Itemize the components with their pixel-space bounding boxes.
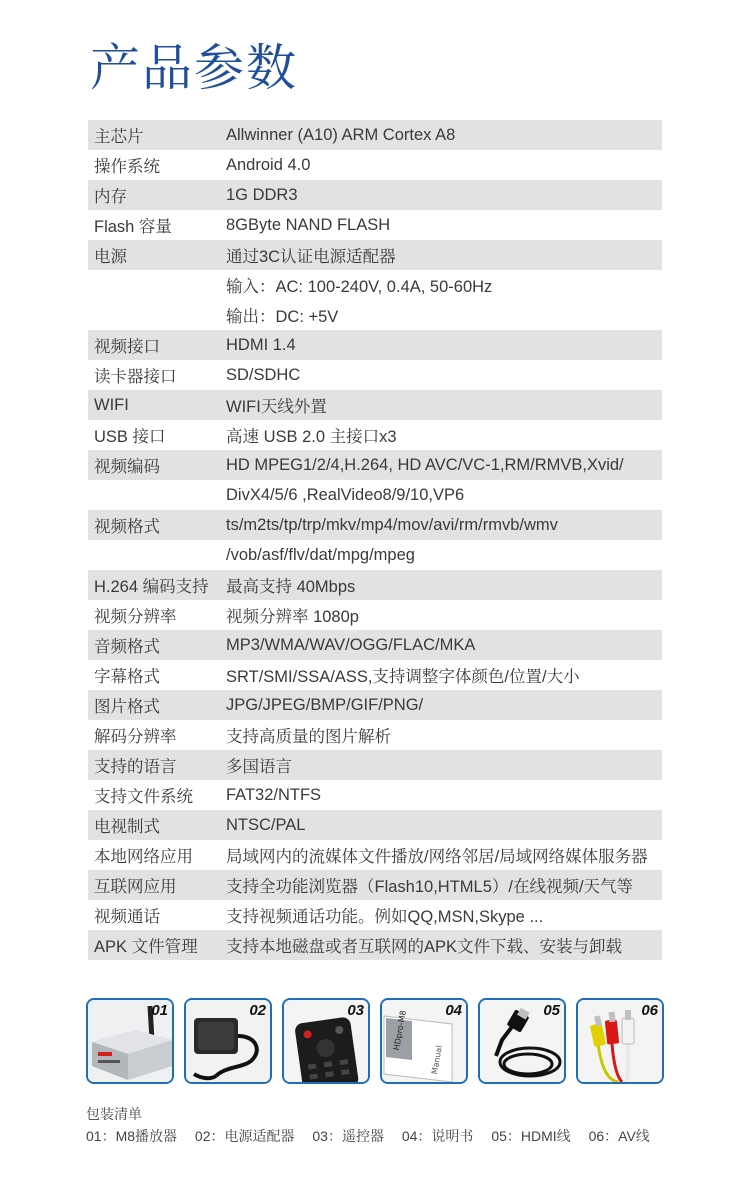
spec-value: FAT32/NTFS xyxy=(226,785,322,804)
spec-row xyxy=(88,600,662,630)
spec-row xyxy=(88,900,662,930)
spec-row xyxy=(88,300,662,330)
spec-value: /vob/asf/flv/dat/mpg/mpeg xyxy=(226,545,415,564)
spec-row xyxy=(88,480,662,510)
spec-label: APK 文件管理 xyxy=(94,938,198,956)
spec-label: 支持文件系统 xyxy=(94,788,193,806)
spec-value: 支持视频通话功能。例如QQ,MSN,Skype ... xyxy=(226,908,544,926)
spec-row xyxy=(88,930,662,960)
spec-row xyxy=(88,780,662,810)
spec-label: 音频格式 xyxy=(94,638,160,656)
package-list-item: 04：说明书 xyxy=(401,1128,474,1144)
spec-label: 图片格式 xyxy=(94,698,160,716)
spec-value: Allwinner (A10) ARM Cortex A8 xyxy=(226,125,456,144)
spec-row xyxy=(88,210,662,240)
spec-value: 支持全功能浏览器（Flash10,HTML5）/在线视频/天气等 xyxy=(226,878,634,896)
package-list-item: 02：电源适配器 xyxy=(194,1128,295,1144)
spec-label: 视频分辨率 xyxy=(94,608,177,626)
spec-label: H.264 编码支持 xyxy=(94,578,209,596)
spec-label: 视频格式 xyxy=(94,518,160,536)
spec-label: 解码分辨率 xyxy=(94,728,177,746)
spec-row xyxy=(88,390,662,420)
spec-row xyxy=(88,240,662,270)
package-number: 06 xyxy=(641,1002,658,1019)
package-number: 05 xyxy=(543,1002,560,1019)
spec-label: 视频接口 xyxy=(94,338,160,356)
package-number: 04 xyxy=(445,1002,462,1019)
spec-label: USB 接口 xyxy=(94,428,166,446)
spec-value: 输入：AC: 100-240V, 0.4A, 50-60Hz xyxy=(226,278,493,296)
spec-row xyxy=(88,690,662,720)
package-images xyxy=(86,998,664,1084)
package-list-item: 05：HDMI线 xyxy=(491,1128,571,1144)
spec-label: 读卡器接口 xyxy=(94,368,177,386)
page-title: 产品参数 xyxy=(90,39,298,97)
spec-row xyxy=(88,330,662,360)
spec-value: 输出：DC: +5V xyxy=(226,308,339,326)
spec-label: 字幕格式 xyxy=(94,668,160,686)
spec-label: 互联网应用 xyxy=(94,878,177,896)
spec-row xyxy=(88,270,662,300)
spec-value: 局域网内的流媒体文件播放/网络邻居/局域网络媒体服务器 xyxy=(226,848,648,866)
spec-label: 支持的语言 xyxy=(94,758,177,776)
spec-row xyxy=(88,660,662,690)
spec-value: 8GByte NAND FLASH xyxy=(226,215,391,234)
spec-value: MP3/WMA/WAV/OGG/FLAC/MKA xyxy=(226,635,476,654)
spec-value: 视频分辨率 1080p xyxy=(226,608,359,626)
package-number: 02 xyxy=(249,1002,266,1019)
spec-row xyxy=(88,810,662,840)
spec-row xyxy=(88,180,662,210)
spec-row xyxy=(88,840,662,870)
spec-row xyxy=(88,120,662,150)
spec-label: Flash 容量 xyxy=(94,218,172,236)
package-item-player xyxy=(86,998,174,1084)
spec-label: 电源 xyxy=(94,248,127,266)
spec-value: 最高支持 40Mbps xyxy=(226,578,356,596)
package-list xyxy=(86,1126,650,1146)
spec-row xyxy=(88,420,662,450)
package-list-title: 包装清单 xyxy=(86,1106,142,1122)
manual-print-title: HDpro-M8 xyxy=(392,1009,408,1051)
spec-label: 视频通话 xyxy=(94,908,160,926)
spec-table xyxy=(88,120,662,960)
spec-value: NTSC/PAL xyxy=(226,815,306,834)
spec-label: 主芯片 xyxy=(94,128,144,146)
spec-value: Android 4.0 xyxy=(226,155,311,174)
spec-value: ts/m2ts/tp/trp/mkv/mp4/mov/avi/rm/rmvb/wmv xyxy=(226,515,558,534)
spec-row xyxy=(88,870,662,900)
spec-row xyxy=(88,630,662,660)
spec-value: WIFI天线外置 xyxy=(226,398,327,416)
package-list-item: 06：AV线 xyxy=(588,1128,650,1144)
spec-value: 多国语言 xyxy=(226,758,292,776)
package-item-av xyxy=(576,998,664,1084)
spec-value: SRT/SMI/SSA/ASS,支持调整字体颜色/位置/大小 xyxy=(226,668,580,686)
package-list-item: 03：遥控器 xyxy=(312,1128,384,1144)
spec-row xyxy=(88,570,662,600)
spec-value: SD/SDHC xyxy=(226,365,301,384)
spec-row xyxy=(88,360,662,390)
package-item-remote xyxy=(282,998,370,1084)
manual-print-label: Manual xyxy=(430,1044,444,1075)
spec-value: 支持高质量的图片解析 xyxy=(226,728,391,746)
package-item-hdmi xyxy=(478,998,566,1084)
spec-row xyxy=(88,150,662,180)
spec-value: 支持本地磁盘或者互联网的APK文件下载、安装与卸载 xyxy=(226,938,623,956)
spec-label: 操作系统 xyxy=(94,158,160,176)
spec-row xyxy=(88,510,662,540)
spec-row xyxy=(88,450,662,480)
spec-value: 高速 USB 2.0 主接口x3 xyxy=(226,428,397,446)
spec-value: HDMI 1.4 xyxy=(226,335,296,354)
spec-label: 本地网络应用 xyxy=(94,848,193,866)
spec-label: 内存 xyxy=(94,188,127,206)
spec-row xyxy=(88,720,662,750)
spec-value: HD MPEG1/2/4,H.264, HD AVC/VC-1,RM/RMVB,Xvid/ xyxy=(226,455,624,474)
spec-row xyxy=(88,750,662,780)
spec-label: 电视制式 xyxy=(94,818,160,836)
package-list-item: 01：M8播放器 xyxy=(86,1128,178,1144)
spec-label: WIFI xyxy=(94,395,129,414)
package-item-adapter xyxy=(184,998,272,1084)
spec-row xyxy=(88,540,662,570)
package-number: 03 xyxy=(347,1002,364,1019)
package-number: 01 xyxy=(151,1002,168,1019)
package-item-manual xyxy=(380,998,468,1084)
spec-label: 视频编码 xyxy=(94,458,160,476)
spec-value: DivX4/5/6 ,RealVideo8/9/10,VP6 xyxy=(226,485,465,504)
spec-value: 通过3C认证电源适配器 xyxy=(226,248,396,266)
spec-value: 1G DDR3 xyxy=(226,185,298,204)
spec-value: JPG/JPEG/BMP/GIF/PNG/ xyxy=(226,695,424,714)
